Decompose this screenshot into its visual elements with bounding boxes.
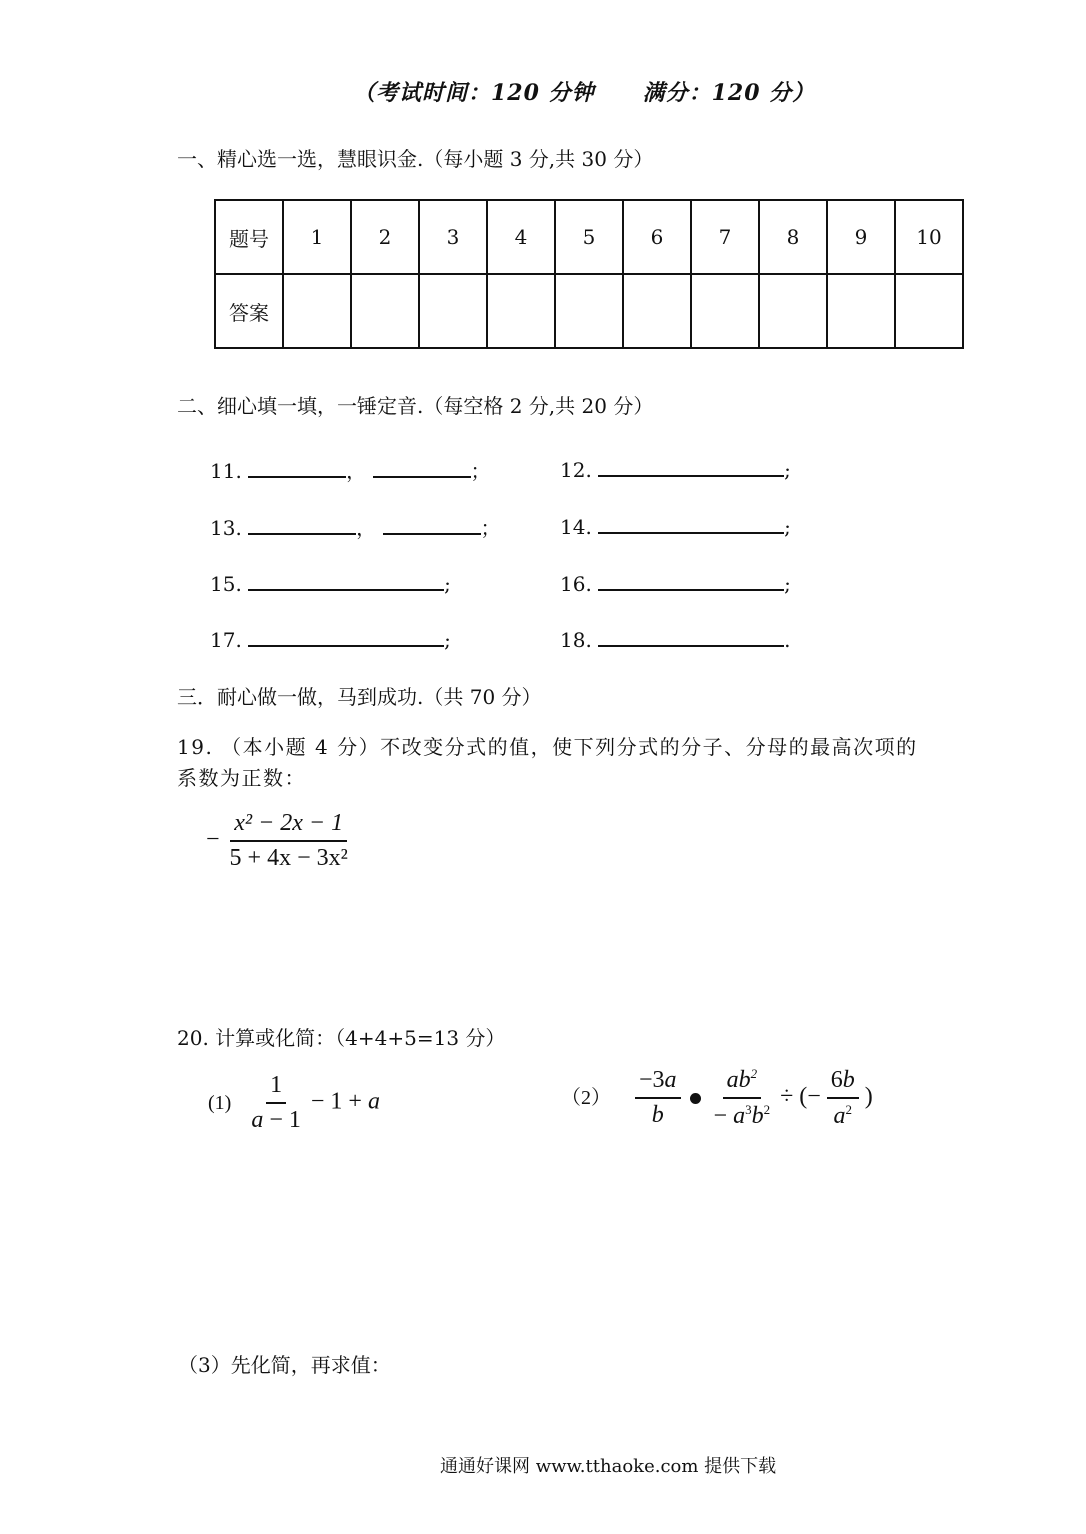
fraction [247, 1072, 305, 1134]
minus-sign: − [206, 826, 220, 853]
question-number: 2 [351, 200, 419, 274]
answer-cell[interactable] [555, 274, 623, 348]
numerator: −3a [635, 1067, 681, 1099]
fill-item-16 [560, 569, 791, 596]
answer-cell[interactable] [283, 274, 351, 348]
exam-time: （考试时间：120 分钟 [353, 80, 595, 106]
separator: ； [480, 516, 501, 540]
part-label: (1) [208, 1091, 232, 1114]
divide-operator: ÷ (− [780, 1083, 821, 1110]
answer-cell[interactable] [487, 274, 555, 348]
section1-title: 一、精心选一选，慧眼识金.（每小题 3 分,共 30 分） [177, 147, 654, 171]
part-label: （2） [561, 1086, 611, 1109]
separator: ; [784, 515, 791, 539]
q20-part3: （3）先化简，再求值： [178, 1353, 391, 1377]
section2-title: 二、细心填一填，一锤定音.（每空格 2 分,共 20 分） [177, 394, 654, 418]
question-number: 5 [555, 200, 623, 274]
row-label-answer: 答案 [215, 274, 283, 348]
item-number: 17. [210, 628, 242, 652]
fill-item-15 [210, 569, 451, 596]
question-number: 3 [419, 200, 487, 274]
item-number: 14. [560, 515, 592, 539]
separator: ; [784, 458, 791, 482]
footer-source: 通通好课网 www.tthaoke.com 提供下载 [440, 1456, 777, 1477]
close-paren: ) [864, 1083, 873, 1110]
fill-item-14 [560, 512, 791, 539]
answer-cell[interactable] [827, 274, 895, 348]
numerator: 6b [827, 1067, 859, 1099]
item-number: 11. [210, 459, 242, 483]
row-label-number: 题号 [215, 200, 283, 274]
item-number: 15. [210, 572, 242, 596]
answer-blank[interactable] [248, 456, 346, 478]
answer-blank[interactable] [248, 625, 444, 647]
answer-blank[interactable] [248, 513, 356, 535]
denominator: a − 1 [251, 1107, 301, 1133]
q20-part2 [561, 1066, 873, 1130]
separator: ， [356, 516, 377, 540]
q19-text-line1: 19. （本小题 4 分）不改变分式的值，使下列分式的分子、分母的最高次项的 [177, 735, 918, 759]
fraction [827, 1067, 859, 1130]
question-number: 6 [623, 200, 691, 274]
question-number: 1 [283, 200, 351, 274]
table-row-answers [215, 274, 963, 348]
question-number: 10 [895, 200, 963, 274]
fill-item-18 [560, 625, 791, 652]
numerator: $ab^2$ [723, 1066, 762, 1099]
answer-blank[interactable] [373, 456, 471, 478]
answer-cell[interactable] [351, 274, 419, 348]
answer-table [214, 199, 964, 349]
q19-expression [206, 810, 352, 872]
item-number: 18. [560, 628, 592, 652]
denominator: 5 + 4x − 3x² [229, 845, 348, 871]
fill-item-13 [210, 512, 501, 541]
item-number: 16. [560, 572, 592, 596]
expression-tail: − 1 + a [310, 1088, 380, 1115]
fraction [226, 810, 352, 872]
multiply-dot-icon [690, 1093, 701, 1104]
numerator: 1 [266, 1072, 286, 1104]
answer-cell[interactable] [759, 274, 827, 348]
question-number: 7 [691, 200, 759, 274]
separator: ， [346, 459, 367, 483]
answer-cell[interactable] [419, 274, 487, 348]
answer-blank[interactable] [248, 569, 444, 591]
numerator: x² − 2x − 1 [230, 810, 347, 842]
answer-blank[interactable] [598, 625, 784, 647]
answer-cell[interactable] [691, 274, 759, 348]
fill-item-11 [210, 455, 491, 484]
denominator: b [651, 1102, 664, 1128]
answer-cell[interactable] [895, 274, 963, 348]
q19-text-line2: 系数为正数： [177, 766, 306, 790]
separator: . [784, 628, 791, 652]
table-row-numbers [215, 200, 963, 274]
exam-info [353, 76, 815, 107]
q20-title: 20. 计算或化简：（4+4+5=13 分） [177, 1026, 506, 1050]
q20-part1 [208, 1072, 380, 1134]
answer-blank[interactable] [598, 512, 784, 534]
answer-blank[interactable] [383, 513, 481, 535]
separator: ; [444, 572, 451, 596]
question-number: 8 [759, 200, 827, 274]
fraction [635, 1067, 681, 1129]
item-number: 13. [210, 516, 242, 540]
separator: ; [784, 572, 791, 596]
fraction [710, 1066, 775, 1130]
separator: ; [444, 628, 451, 652]
answer-blank[interactable] [598, 455, 784, 477]
section3-title: 三．耐心做一做，马到成功.（共 70 分） [177, 685, 542, 709]
denominator: $a^2$ [833, 1101, 853, 1129]
answer-cell[interactable] [623, 274, 691, 348]
item-number: 12. [560, 458, 592, 482]
answer-blank[interactable] [598, 569, 784, 591]
denominator: − $a^3b^2$ [713, 1102, 771, 1129]
fill-item-17 [210, 625, 451, 652]
separator: ； [470, 459, 491, 483]
fill-item-12 [560, 455, 791, 482]
exam-score: 满分：120 分） [642, 80, 816, 106]
question-number: 4 [487, 200, 555, 274]
question-number: 9 [827, 200, 895, 274]
